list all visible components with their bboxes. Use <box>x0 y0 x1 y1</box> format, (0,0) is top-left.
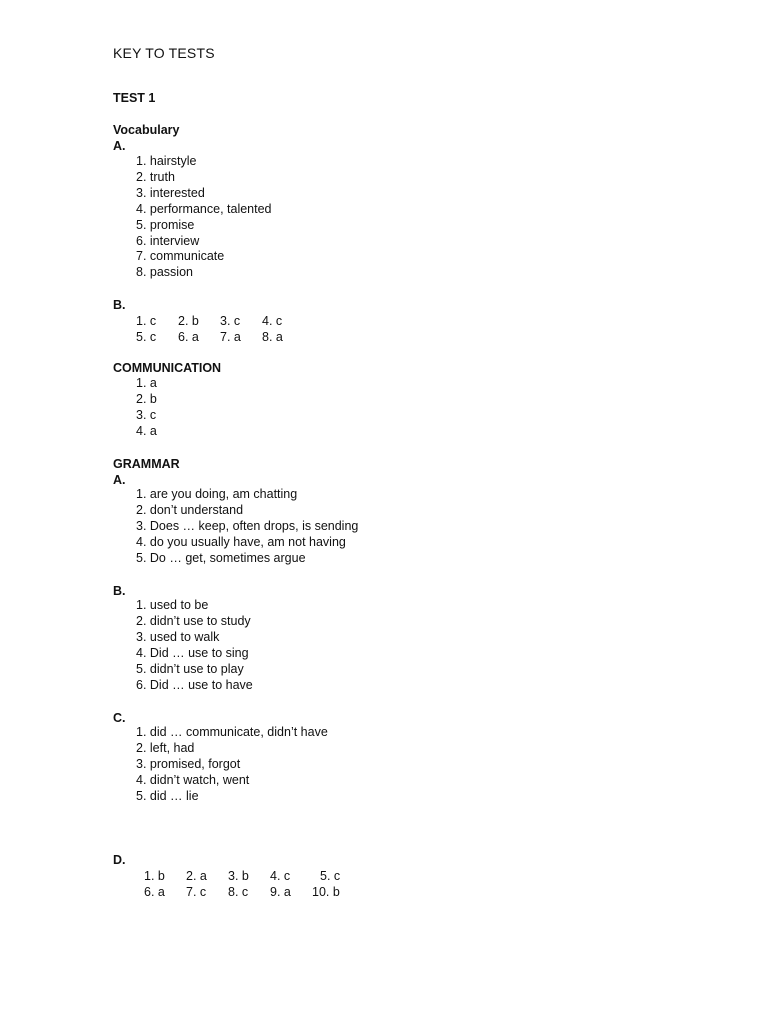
answer-cell: 6. a <box>178 330 199 344</box>
answer-cell: 6. a <box>144 885 165 899</box>
list-item: 5. Do … get, sometimes argue <box>136 550 306 565</box>
list-item: 4. performance, talented <box>136 201 272 216</box>
grammar-a-list <box>136 487 358 567</box>
list-item: 2. truth <box>136 169 175 184</box>
grammar-d-grid <box>144 868 362 900</box>
answer-cell: 4. c <box>270 869 291 883</box>
answer-row <box>144 884 362 900</box>
grammar-section-d-label: D. <box>113 853 126 867</box>
grammar-section-b-label: B. <box>113 584 126 598</box>
grammar-heading: GRAMMAR <box>113 457 180 471</box>
communication-list <box>136 376 157 440</box>
list-item: 4. Did … use to sing <box>136 645 249 660</box>
answer-cell: 4. c <box>262 314 283 328</box>
answer-cell: 2. b <box>178 314 199 328</box>
list-item: 8. passion <box>136 265 193 280</box>
list-item: 2. didn’t use to study <box>136 613 251 628</box>
grammar-section-c-label: C. <box>113 711 126 725</box>
list-item: 1. hairstyle <box>136 154 197 168</box>
answer-row <box>136 329 304 345</box>
list-item: 6. Did … use to have <box>136 677 253 692</box>
list-item: 1. a <box>136 376 157 390</box>
vocabulary-b-grid <box>136 313 304 345</box>
answer-row <box>136 313 304 329</box>
answer-cell: 3. c <box>220 314 241 328</box>
list-item: 3. interested <box>136 185 205 200</box>
answer-cell: 5. c <box>320 869 341 883</box>
vocabulary-a-list <box>136 154 272 281</box>
answer-cell: 1. b <box>144 869 165 883</box>
list-item: 1. used to be <box>136 598 209 612</box>
vocabulary-section-a-label: A. <box>113 139 126 153</box>
list-item: 4. didn’t watch, went <box>136 772 250 787</box>
list-item: 3. used to walk <box>136 629 220 644</box>
list-item: 3. Does … keep, often drops, is sending <box>136 518 359 533</box>
answer-cell: 1. c <box>136 314 157 328</box>
vocabulary-section-b-label: B. <box>113 298 126 312</box>
grammar-section-a-label: A. <box>113 473 126 487</box>
grammar-b-list <box>136 598 253 693</box>
test-heading: TEST 1 <box>113 91 156 105</box>
answer-cell: 9. a <box>270 885 291 899</box>
list-item: 2. don’t understand <box>136 502 244 517</box>
answer-cell: 5. c <box>136 330 157 344</box>
list-item: 3. c <box>136 407 157 422</box>
grammar-c-list <box>136 725 328 805</box>
communication-heading: COMMUNICATION <box>113 361 222 375</box>
document-title: KEY TO TESTS <box>113 45 215 61</box>
list-item: 4. a <box>136 423 157 438</box>
answer-cell: 7. c <box>186 885 207 899</box>
list-item: 2. left, had <box>136 740 195 755</box>
answer-cell: 8. a <box>262 330 283 344</box>
answer-row <box>144 868 362 884</box>
list-item: 1. did … communicate, didn’t have <box>136 725 328 739</box>
vocabulary-heading: Vocabulary <box>113 123 180 137</box>
answer-cell: 10. b <box>312 885 340 899</box>
answer-cell: 2. a <box>186 869 207 883</box>
list-item: 6. interview <box>136 233 200 248</box>
list-item: 4. do you usually have, am not having <box>136 534 346 549</box>
answer-cell: 3. b <box>228 869 249 883</box>
list-item: 5. did … lie <box>136 788 199 803</box>
list-item: 7. communicate <box>136 249 225 264</box>
list-item: 1. are you doing, am chatting <box>136 487 298 501</box>
list-item: 2. b <box>136 391 157 406</box>
answer-cell: 8. c <box>228 885 249 899</box>
list-item: 3. promised, forgot <box>136 756 241 771</box>
answer-cell: 7. a <box>220 330 241 344</box>
list-item: 5. promise <box>136 217 195 232</box>
list-item: 5. didn’t use to play <box>136 661 244 676</box>
